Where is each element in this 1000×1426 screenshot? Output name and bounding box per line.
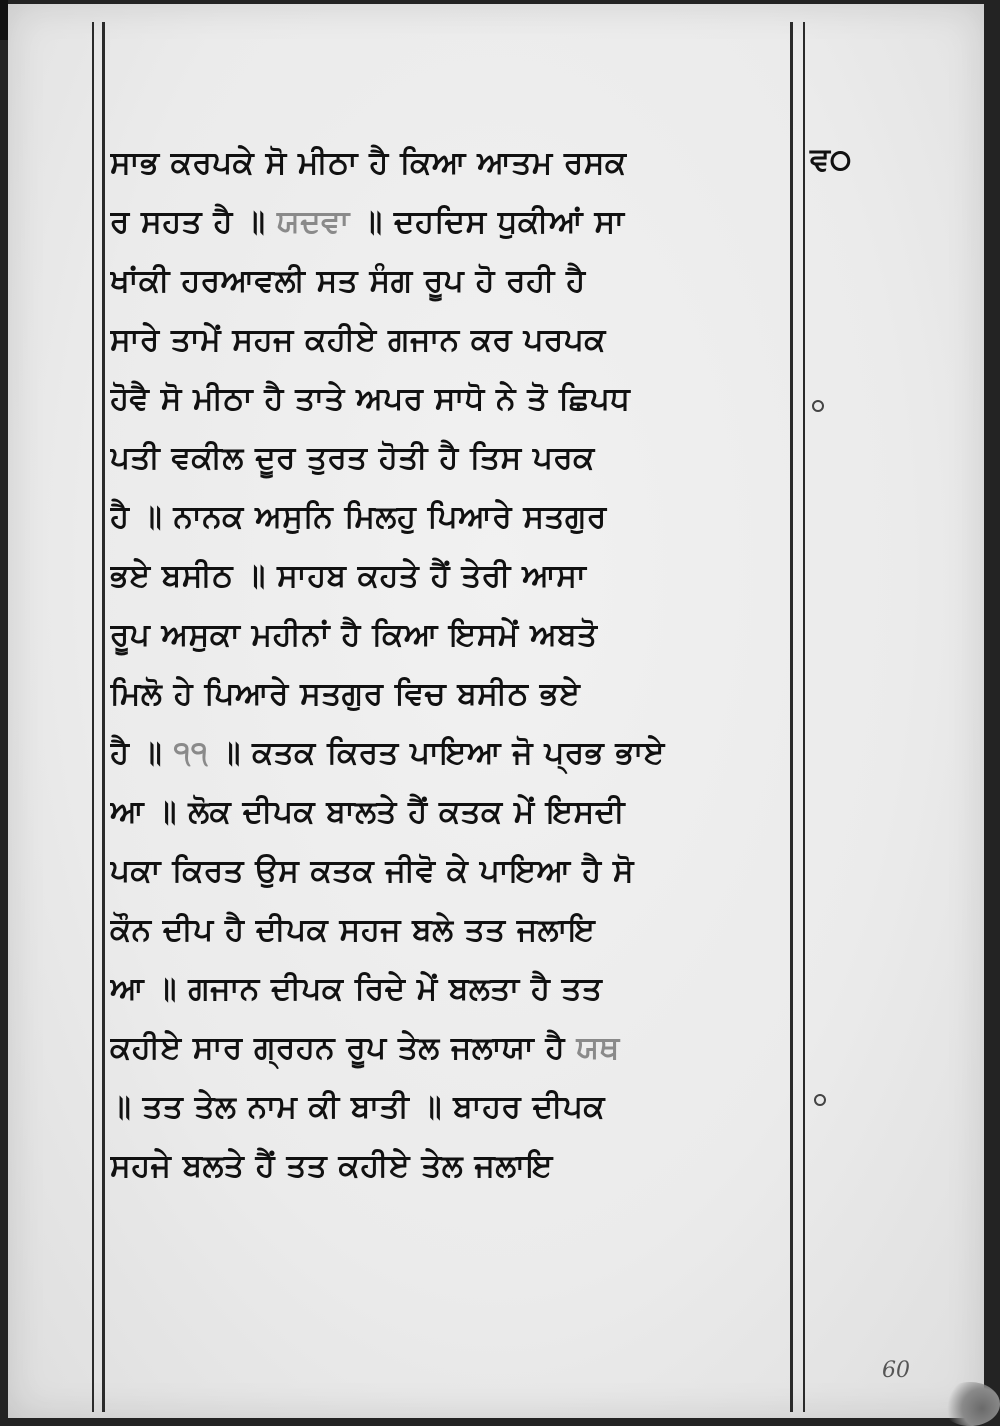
thumb-mark bbox=[940, 1382, 1000, 1426]
line-segment: ਕਹੀਏ ਸਾਰ ਗ੍ਰਹਨ ਰੂਪ ਤੇਲ ਜਲਾਯਾ ਹੈ bbox=[110, 1030, 577, 1066]
line-segment: ਸਾਭ ਕਰਪਕੇ ਸੋ ਮੀਠਾ ਹੈ ਕਿਆ ਆਤਮ ਰਸਕ bbox=[110, 145, 627, 181]
left-rule-inner bbox=[102, 22, 105, 1412]
text-line bbox=[110, 370, 810, 429]
line-segment: ਭਏ ਬਸੀਠ ॥ ਸਾਹਬ ਕਹਤੇ ਹੈਂ ਤੇਰੀ ਆਸਾ bbox=[110, 558, 587, 594]
text-line bbox=[110, 1078, 810, 1137]
text-line bbox=[110, 134, 810, 193]
line-segment: ॥ ਦਹਦਿਸ ਧੁਕੀਆਂ ਸਾ bbox=[349, 204, 625, 240]
margin-dot-2 bbox=[814, 1094, 826, 1106]
text-line bbox=[110, 606, 810, 665]
text-line bbox=[110, 842, 810, 901]
line-segment: ਕੌਨ ਦੀਪ ਹੈ ਦੀਪਕ ਸਹਜ ਬਲੇ ਤਤ ਜਲਾਇ bbox=[110, 912, 596, 948]
text-line bbox=[110, 311, 810, 370]
margin-note: ਵ੦ bbox=[810, 140, 852, 178]
text-line bbox=[110, 724, 810, 783]
margin-dot-1 bbox=[812, 400, 824, 412]
line-segment: ਆ ॥ ਗਜਾਨ ਦੀਪਕ ਰਿਦੇ ਮੇਂ ਬਲਤਾ ਹੈ ਤਤ bbox=[110, 971, 603, 1007]
line-segment: ਹੋਵੈ ਸੋ ਮੀਠਾ ਹੈ ਤਾਤੇ ਅਪਰ ਸਾਧੋ ਨੇ ਤੋ ਛਿਪਧ bbox=[110, 381, 631, 417]
text-line bbox=[110, 252, 810, 311]
edge-mark bbox=[0, 0, 8, 40]
line-segment: ਪਕਾ ਕਿਰਤ ਉਸ ਕਤਕ ਜੀਵੋ ਕੇ ਪਾਇਆ ਹੈ ਸੋ bbox=[110, 853, 635, 889]
left-rule-outer bbox=[92, 22, 94, 1412]
line-segment: ਹੈ ॥ ਨਾਨਕ ਅਸੁਨਿ ਮਿਲਹੁ ਪਿਆਰੇ ਸਤਗੁਰ bbox=[110, 499, 607, 535]
line-segment: ॥ ਤਤ ਤੇਲ ਨਾਮ ਕੀ ਬਾਤੀ ॥ ਬਾਹਰ ਦੀਪਕ bbox=[110, 1089, 606, 1125]
text-line bbox=[110, 488, 810, 547]
text-line bbox=[110, 960, 810, 1019]
text-line bbox=[110, 193, 810, 252]
line-segment: ॥ ਕਤਕ ਕਿਰਤ ਪਾਇਆ ਜੋ ਪ੍ਰਭ ਭਾਏ bbox=[208, 735, 665, 771]
rubric-text: ਯਦਵਾ bbox=[276, 204, 350, 240]
line-segment: ਪਤੀ ਵਕੀਲ ਦੂਰ ਤੁਰਤ ਹੋਤੀ ਹੈ ਤਿਸ ਪਰਕ bbox=[110, 440, 595, 476]
text-line bbox=[110, 1019, 810, 1078]
text-line bbox=[110, 429, 810, 488]
folio-number: 60 bbox=[882, 1358, 910, 1383]
rubric-text: ੧੧ bbox=[173, 735, 209, 771]
line-segment: ਮਿਲੋ ਹੇ ਪਿਆਰੇ ਸਤਗੁਰ ਵਿਚ ਬਸੀਠ ਭਏ bbox=[110, 676, 581, 712]
rubric-text: ਯਥ bbox=[576, 1030, 620, 1066]
text-line bbox=[110, 783, 810, 842]
text-line bbox=[110, 547, 810, 606]
text-line bbox=[110, 665, 810, 724]
text-line bbox=[110, 901, 810, 960]
line-segment: ਰੂਪ ਅਸੁਕਾ ਮਹੀਨਾਂ ਹੈ ਕਿਆ ਇਸਮੇਂ ਅਬਤੋ bbox=[110, 617, 598, 653]
text-line bbox=[110, 1137, 810, 1196]
line-segment: ਸਾਰੇ ਤਾਮੇਂ ਸਹਜ ਕਹੀਏ ਗਜਾਨ ਕਰ ਪਰਪਕ bbox=[110, 322, 606, 358]
line-segment: ਆ ॥ ਲੋਕ ਦੀਪਕ ਬਾਲਤੇ ਹੈਂ ਕਤਕ ਮੇਂ ਇਸਦੀ bbox=[110, 794, 626, 830]
line-segment: ਸਹਜੇ ਬਲਤੇ ਹੈਂ ਤਤ ਕਹੀਏ ਤੇਲ ਜਲਾਇ bbox=[110, 1148, 553, 1184]
line-segment: ਰ ਸਹਤ ਹੈ ॥ bbox=[110, 204, 277, 240]
manuscript-text bbox=[110, 134, 810, 1264]
line-segment: ਖਾਂਕੀ ਹਰਆਵਲੀ ਸਤ ਸੰਗ ਰੂਪ ਹੋ ਰਹੀ ਹੈ bbox=[110, 263, 586, 299]
line-segment: ਹੈ ॥ bbox=[110, 735, 174, 771]
